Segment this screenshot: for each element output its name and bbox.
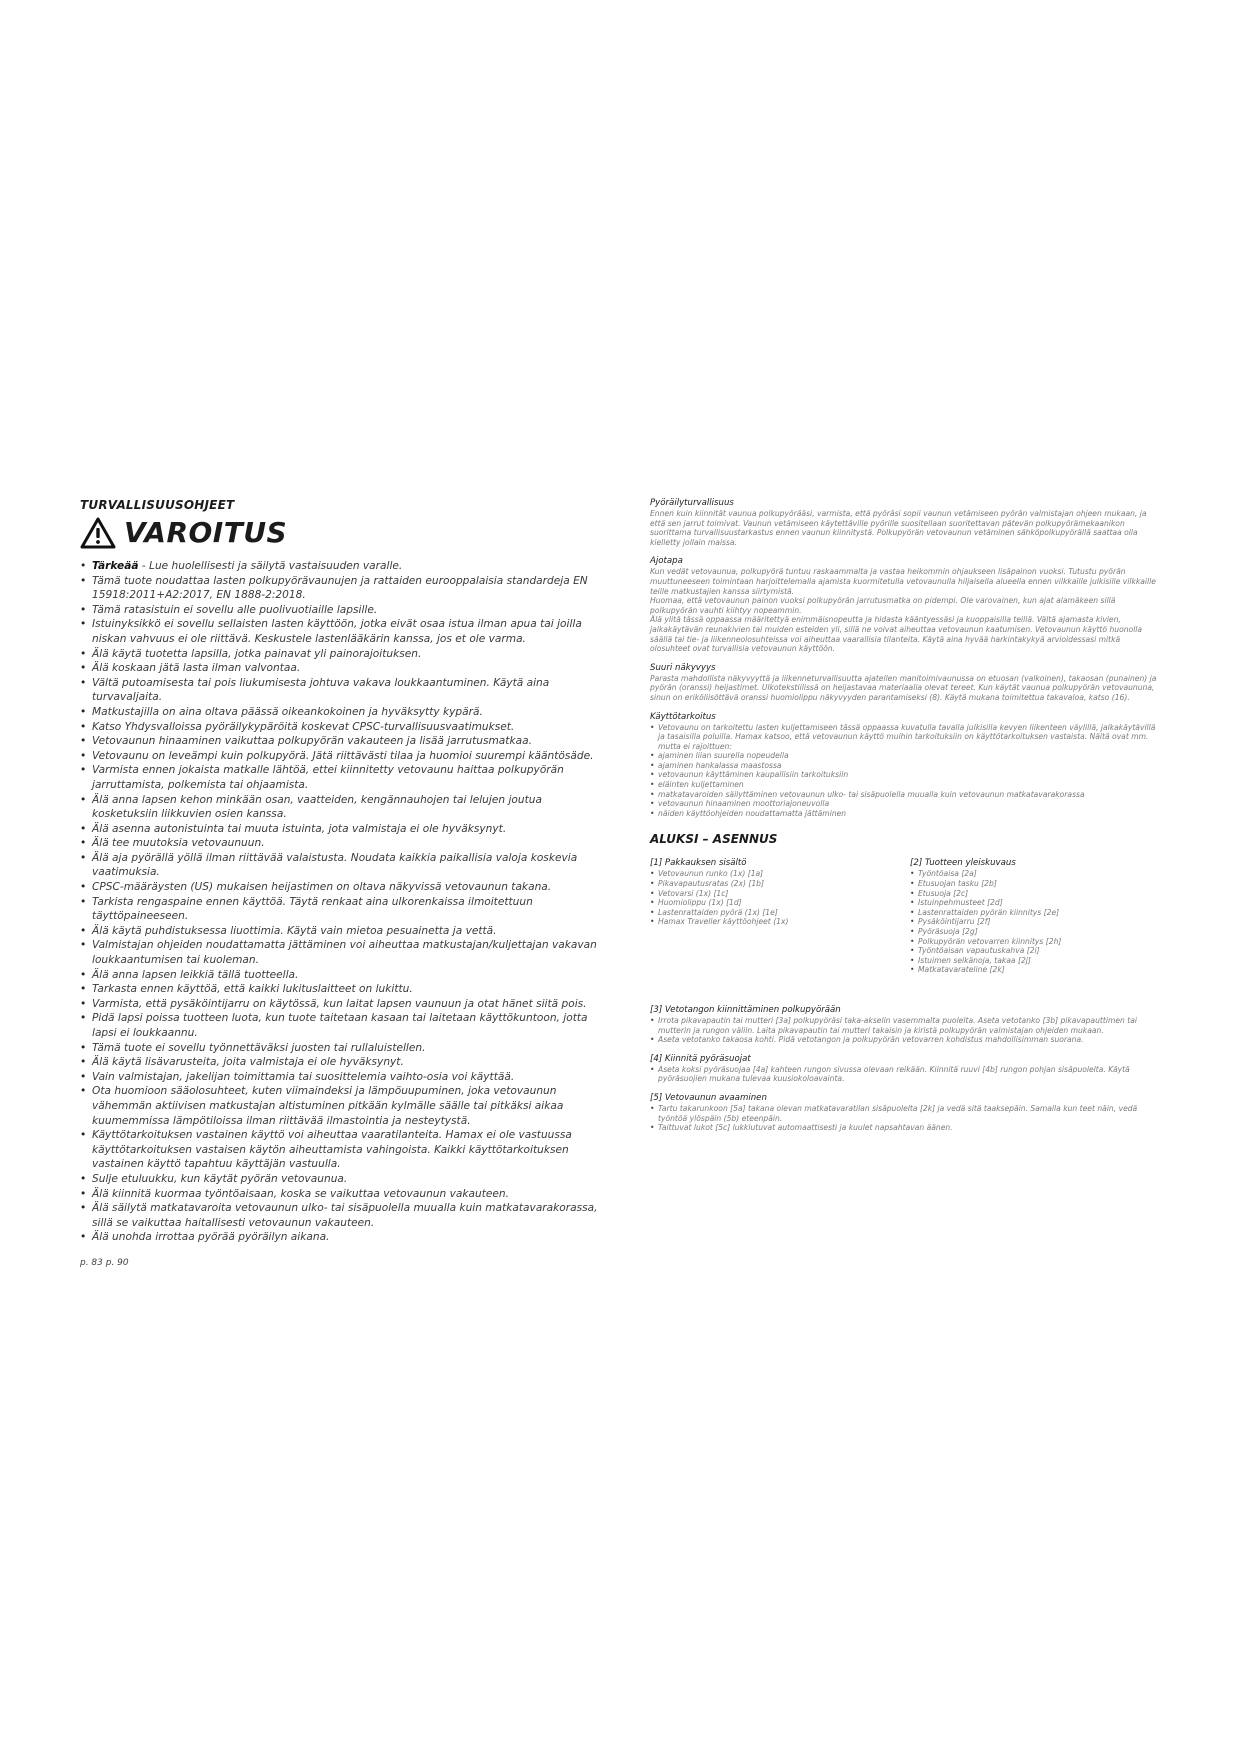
list-item: • Taittuvat lukot [5c] lukkiutuvat automaattisesti ja kuulet napsahtavan äänen. (650, 1123, 1160, 1133)
important-item (80, 559, 600, 574)
warning-item: • CPSC-määräysten (US) mukaisen heijastimen on oltava näkyvissä vetovaunun takana. (80, 880, 600, 895)
warning-list (80, 559, 600, 1245)
list-item: • Matkatavarateline [2k] (910, 965, 1160, 975)
wheel-guards-list (650, 1065, 1160, 1084)
list-item: • Istuimen selkänoja, takaa [2j] (910, 956, 1160, 966)
safety-instructions-column (80, 498, 600, 1245)
list-item: • Etusuoja [2c] (910, 889, 1160, 899)
list-item: • Vetovaunu on tarkoitettu lasten kuljettamiseen tässä oppaassa kuvatulla tavalla julkisilla kevyen liikenteen väylillä, jalkakäytävillä ja tasaisilla poluilla. Hamax katsoo, että vetovaunun käyttö muihin tarkoituksiin on käyttötarkoituksen vastaista. Näitä ovat mm. mutta ei rajoittuen: (650, 723, 1160, 752)
warning-item: • Vetovaunu on leveämpi kuin polkupyörä. Jätä riittävästi tilaa ja huomioi suurempi kääntösäde. (80, 749, 600, 764)
warning-item: • Sulje etuluukku, kun käytät pyörän vetovaunua. (80, 1172, 600, 1187)
cycling-safety-text: Ennen kuin kiinnität vaunua polkupyörääsi, varmista, että pyöräsi sopii vaunun vetämiseen pyörän valmistajan ohjeen mukaan, ja että sen jarrut toimivat. Vaunun vetämiseen käytettäville pyörille suositellaan suoritettavan pätevän polkupyörämekaanikon suorittama turvallisuustarkastus ennen vaunun kiinnitystä. Polkupyörän vetovaunun vetäminen sähköpolkupyörällä saattaa olla kielletty jollain maissa. (650, 509, 1147, 547)
opening-list (650, 1104, 1160, 1133)
driving-paragraph: Älä ylitä tässä oppaassa määritettyä enimmäisnopeutta ja hidasta kääntyessäsi ja kuoppaisilla teillä. Vältä ajamasta kivien, jalkakäytävän reunakivien tai muiden esteiden yli, sillä ne voivat aiheuttaa vetovaunun kaatumisen. Vetovaunun käyttö huonolla säällä tai tie- ja liikenneolosuhteissa voi aiheuttaa vaarallisia tilanteita. Käytä aina hyvää harkintakykyä arvioidessasi mitkä olosuhteet ovat turvallisia vetovaunun käyttöön. (650, 615, 1143, 654)
warning-item: • Älä kiinnitä kuormaa työntöaisaan, koska se vaikuttaa vetovaunun vakauteen. (80, 1187, 600, 1202)
list-item: • Vetovarsi (1x) [1c] (650, 889, 900, 899)
warning-title: VAROITUS (124, 516, 288, 549)
list-item: • Etusuojan tasku [2b] (910, 879, 1160, 889)
warning-item: • Tämä ratasistuin ei sovellu alle puolivuotiaille lapsille. (80, 603, 600, 618)
warning-item: • Tarkista rengaspaine ennen käyttöä. Täytä renkaat aina ulkorenkaissa ilmoitettuun täyttöpaineeseen. (80, 895, 600, 924)
warning-item: • Tämä tuote noudattaa lasten polkupyörävaunujen ja rattaiden eurooppalaisia standardeja EN 15918:2011+A2:2017, EN 1888-2:2018. (80, 574, 600, 603)
visibility-text: Parasta mahdollista näkyvyyttä ja liikenneturvallisuutta ajatellen manitoimivaunussa on etuosan (valkoinen), takaosan (punainen) ja pyörän (oranssi) heijastimet. Ulkotekstiilissä on heijastavaa materiaalia olevat tereet. Kun käytät vaunua polkupyörän vetovaununa, sinun on eriköliisöttävä oranssi huomiolippu näkyvyyden parantamiseksi (8). Käytä mukana toimitettua takavaloa, katso (16). (650, 673, 1157, 702)
list-item: • vetovaunun käyttäminen kaupallisiin tarkoituksiin (650, 770, 1160, 780)
warning-item: • Älä käytä tuotetta lapsilla, jotka painavat yli painorajoituksen. (80, 647, 600, 662)
warning-item: • Älä tee muutoksia vetovaunuun. (80, 836, 600, 851)
list-item: • matkatavaroiden säilyttäminen vetovaunun ulko- tai sisäpuolella muualla kuin vetovaunun matkatavarakorassa (650, 790, 1160, 800)
intended-use-title: Käyttötarkoitus (650, 711, 716, 722)
warning-item: • Vetovaunun hinaaminen vaikuttaa polkupyörän vakauteen ja lisää jarrutusmatkaa. (80, 734, 600, 749)
list-item: • eläinten kuljettaminen (650, 780, 1160, 790)
list-item: • Huomiolippu (1x) [1d] (650, 898, 900, 908)
contents-overview-row (650, 858, 1160, 975)
warning-item: • Älä säilytä matkatavaroita vetovaunun ulko- tai sisäpuolella muualla kuin matkatavarakorassa, sillä se vaikuttaa haitallisesti vetovaunun vakauteen. (80, 1201, 600, 1230)
cycling-safety-section (650, 498, 1160, 547)
driving-section (650, 556, 1160, 653)
warning-item: • Älä käytä lisävarusteita, joita valmistaja ei ole hyväksynyt. (80, 1055, 600, 1070)
list-item: • vetovaunun hinaaminen moottoriajoneuvolla (650, 799, 1160, 809)
list-item: • Pikavapautusratas (2x) [1b] (650, 879, 900, 889)
intended-use-list (650, 723, 1160, 819)
warning-item: • Älä unohda irrottaa pyörää pyöräilyn aikana. (80, 1230, 600, 1245)
wheel-guards-title: [4] Kiinnitä pyöräsuojat (650, 1053, 751, 1064)
list-item: • näiden käyttöohjeiden noudattamatta jättäminen (650, 809, 1160, 819)
warning-triangle-icon (80, 517, 116, 549)
warning-item: • Katso Yhdysvalloissa pyöräilykypäröitä koskevat CPSC-turvallisuusvaatimukset. (80, 720, 600, 735)
warning-item: • Älä käytä puhdistuksessa liuottimia. Käytä vain mietoa pesuainetta ja vettä. (80, 924, 600, 939)
package-list (650, 869, 900, 927)
warning-item: • Käyttötarkoituksen vastainen käyttö voi aiheuttaa vaaratilanteita. Hamax ei ole vastuussa käyttötarkoituksen vastaisen käytön aiheuttamista vahingoista. Kaikki käyttötarkoituksen vastainen käyttö tapahtuu käyttäjän vastuulla. (80, 1128, 600, 1172)
list-item: • Lastenrattaiden pyörän kiinnitys [2e] (910, 908, 1160, 918)
hitch-section (650, 1005, 1160, 1045)
important-text: - Lue huolellisesti ja säilytä vastaisuuden varalle. (138, 560, 403, 572)
warning-item: • Tarkasta ennen käyttöä, että kaikki lukituslaitteet on lukittu. (80, 982, 600, 997)
warning-item: • Ota huomioon sääolosuhteet, kuten viimaindeksi ja lämpöuupuminen, joka vetovaunun vähemmän aktiivisen matkustajan altistuminen pitkään kylmälle säälle tai pitkäksi aikaa kuumemmissa lämpötiloissa ilman riittävää ilmastointia ja nesteytystä. (80, 1084, 600, 1128)
list-item: • Työntöaisa [2a] (910, 869, 1160, 879)
list-item: • Vetovaunun runko (1x) [1a] (650, 869, 900, 879)
warning-item: • Istuinyksikkö ei sovellu sellaisten lasten käyttöön, jotka eivät osaa istua ilman apua tai joilla niskan vahvuus ei ole riittävä. Keskustele lastenlääkärin kanssa, jos et ole varma. (80, 617, 600, 646)
list-item: • Polkupyörän vetovarren kiinnitys [2h] (910, 937, 1160, 947)
wheel-guards-section (650, 1054, 1160, 1084)
driving-paragraph: Kun vedät vetovaunua, polkupyörä tuntuu raskaammalta ja vastaa heikommin ohjaukseen lisäpainon vuoksi. Tutustu pyörän muuttuneeseen toimintaan harjoittelemalla ajamista kuormitetulla vetovaunulla hiljaisella alueella ennen vilkkaille julkisille vilkkaille teille matkustajien kanssa siirtymistä. (650, 567, 1156, 596)
list-item: • Aseta koksi pyöräsuojaa [4a] kahteen rungon sivussa olevaan reikään. Kiinnitä ruuvi [4b] rungon pohjan sisäpuolelta. Käytä pyöräsuojien mukana tulevaa kuusiokoloavainta. (650, 1065, 1160, 1084)
warning-item: • Tämä tuote ei sovellu työnnettäväksi juosten tai rullaluistellen. (80, 1041, 600, 1056)
list-item: • Lastenrattaiden pyörä (1x) [1e] (650, 908, 900, 918)
opening-title: [5] Vetovaunun avaaminen (650, 1092, 767, 1103)
list-item: • Työntöaisan vapautuskahva [2i] (910, 946, 1160, 956)
warning-item: • Varmista, että pysäköintijarru on käytössä, kun laitat lapsen vaunuun ja otat hänet siitä pois. (80, 997, 600, 1012)
warning-item: • Vain valmistajan, jakelijan toimittamia tai suosittelemia vaihto-osia voi käyttää. (80, 1070, 600, 1085)
list-item: • Istuinpehmusteet [2d] (910, 898, 1160, 908)
list-item: • Hamax Traveller käyttöohjeet (1x) (650, 917, 900, 927)
hitch-list (650, 1016, 1160, 1045)
intended-use-section (650, 712, 1160, 819)
warning-item: • Älä anna lapsen leikkiä tällä tuotteella. (80, 968, 600, 983)
list-item: • Aseta vetotanko takaosa kohti. Pidä vetotangon ja polkupyörän vetovarren kohdistus mahdollisimman suorana. (650, 1035, 1160, 1045)
page-reference: p. 83 p. 90 (80, 1258, 129, 1268)
hitch-title: [3] Vetotangon kiinnittäminen polkupyörään (650, 1004, 841, 1015)
warning-item: • Älä aja pyörällä yöllä ilman riittävää valaistusta. Noudata kaikkia paikallisia valoja koskevia vaatimuksia. (80, 851, 600, 880)
warning-item: • Älä koskaan jätä lasta ilman valvontaa. (80, 661, 600, 676)
warning-item: • Varmista ennen jokaista matkalle lähtöä, ettei kiinnitetty vetovaunu haittaa polkupyörän jarruttamista, polkemista tai ohjaamista. (80, 763, 600, 792)
warning-item: • Älä asenna autonistuinta tai muuta istuinta, jota valmistaja ei ole hyväksynyt. (80, 822, 600, 837)
warning-item: • Valmistajan ohjeiden noudattamatta jättäminen voi aiheuttaa matkustajan/kuljettajan vakavan loukkaantumisen tai kuoleman. (80, 938, 600, 967)
package-contents (650, 858, 900, 975)
warning-item: • Älä anna lapsen kehon minkään osan, vaatteiden, kengännauhojen tai lelujen joutua kosketuksiin liikkuvien osien kanssa. (80, 793, 600, 822)
warning-item: • Vältä putoamisesta tai pois liukumisesta johtuva vakava loukkaantuminen. Käytä aina turvavaljaita. (80, 676, 600, 705)
installation-heading: ALUKSI – ASENNUS (650, 832, 778, 847)
driving-title: Ajotapa (650, 556, 683, 567)
product-overview (910, 858, 1160, 975)
cycling-safety-title: Pyöräilyturvallisuus (650, 498, 734, 508)
warning-item: • Matkustajilla on aina oltava päässä oikeankokoinen ja hyväksytty kypärä. (80, 705, 600, 720)
list-item: • ajaminen hankalassa maastossa (650, 761, 1160, 771)
visibility-title: Suuri näkyvyys (650, 662, 716, 673)
package-title: [1] Pakkauksen sisältö (650, 858, 747, 869)
warning-item: • Pidä lapsi poissa tuotteen luota, kun tuote taitetaan kasaan tai laitetaan käyttökuntoon, jotta lapsi ei loukkaannu. (80, 1011, 600, 1040)
opening-section (650, 1093, 1160, 1133)
overview-list (910, 869, 1160, 975)
list-item: • Irrota pikavapautin tai mutteri [3a] polkupyöräsi taka-akselin vasemmalta puolelta. Aseta vetotanko [3b] pikavapauttimen tai mutterin ja rungon väliin. Laita pikavapautin tai mutteri takaisin ja kiristä polkupyörän valmistajan ohjeiden mukaan. (650, 1016, 1160, 1035)
list-item: • ajaminen liian suurella nopeudella (650, 751, 1160, 761)
visibility-section (650, 663, 1160, 703)
section-title: TURVALLISUUSOHJEET (80, 498, 235, 512)
list-item: • Pyöräsuoja [2g] (910, 927, 1160, 937)
info-column (650, 498, 1160, 1142)
overview-title: [2] Tuotteen yleiskuvaus (910, 858, 1016, 869)
driving-paragraph: Huomaa, että vetovaunun painon vuoksi polkupyörän jarrutusmatka on pidempi. Ole varovainen, kun ajat alamäkeen sillä polkupyörän vauhti kiihtyy nopeammin. (650, 596, 1116, 615)
important-label: Tärkeää (92, 560, 139, 572)
list-item: • Pysäköintijarru [2f] (910, 917, 1160, 927)
list-item: • Tartu takarunkoon [5a] takana olevan matkatavaratilan sisäpuolelta [2k] ja vedä sitä taaksepäin. Samalla kun teet näin, vedä työntöä ylöspäin (5b) eteenpäin. (650, 1104, 1160, 1123)
warning-heading (80, 516, 600, 549)
